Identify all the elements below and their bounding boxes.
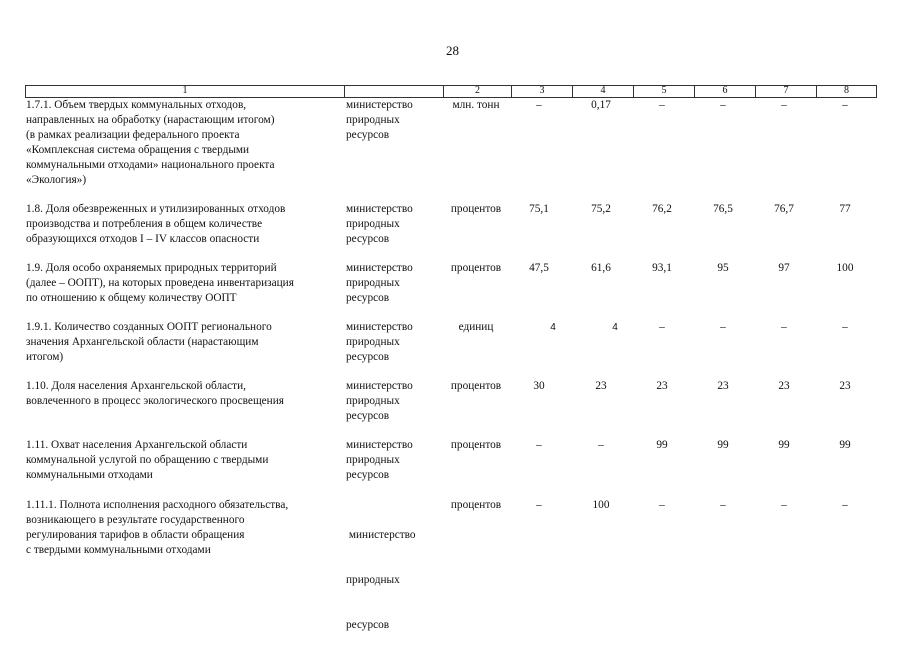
org-cell (346, 261, 441, 306)
header-col-8: 8 (816, 86, 876, 97)
indicator-line: возникающего в результате государственного (26, 514, 245, 526)
header-col-2: 2 (443, 86, 511, 97)
indicator-line: 1.9. Доля особо охраняемых природных территорий (26, 262, 277, 274)
value-cell: 99 (778, 439, 790, 451)
indicator-cell (26, 98, 344, 188)
value-cell: – (598, 439, 604, 451)
value-cell: 77 (839, 203, 851, 215)
org-line: природных (346, 395, 400, 407)
org-line: ресурсов (346, 292, 390, 304)
org-line: ресурсов (346, 129, 390, 141)
value-cell: 75,2 (591, 203, 611, 215)
org-cell (346, 202, 441, 247)
header-col-org (344, 86, 443, 97)
value-cell: 47,5 (529, 262, 549, 274)
org-cell (346, 498, 441, 663)
org-line: ресурсов (346, 469, 390, 481)
unit-cell: процентов (450, 262, 502, 274)
org-line: министерство (346, 439, 413, 451)
value-cell: 23 (839, 380, 851, 392)
org-line: министерство (346, 529, 416, 541)
indicator-line: итогом) (26, 351, 64, 363)
unit-cell: процентов (450, 499, 502, 511)
indicator-line: (в рамках реализации федерального проекта (26, 129, 240, 141)
header-col-6: 6 (694, 86, 755, 97)
indicator-line: 1.7.1. Объем твердых коммунальных отходов, (26, 99, 247, 111)
page-number: 28 (446, 43, 459, 58)
value-cell: 75,1 (529, 203, 549, 215)
value-cell: – (842, 321, 848, 333)
value-cell: 4 (550, 322, 556, 333)
org-line: природных (346, 336, 400, 348)
org-line: министерство (346, 321, 413, 333)
indicator-line: вовлеченного в процесс экологического просвещения (26, 395, 284, 407)
value-cell: 99 (717, 439, 729, 451)
org-line: природных (346, 114, 400, 126)
indicator-cell (26, 438, 344, 483)
org-line: министерство (346, 262, 413, 274)
header-col-3: 3 (511, 86, 572, 97)
org-line: ресурсов (346, 410, 390, 422)
value-cell: – (842, 499, 848, 511)
value-cell: – (720, 499, 726, 511)
org-line: министерство (346, 99, 413, 111)
indicator-line: «Комплексная система обращения с твердыми (26, 144, 250, 156)
org-line: министерство (346, 203, 413, 215)
indicator-line: «Экология») (26, 174, 87, 186)
org-cell (346, 379, 441, 424)
value-cell: – (842, 99, 848, 111)
indicator-cell (26, 498, 344, 558)
org-line: ресурсов (346, 233, 390, 245)
value-cell: 100 (592, 499, 610, 511)
org-line: ресурсов (346, 619, 390, 631)
indicator-cell (26, 320, 344, 365)
org-line: природных (346, 574, 400, 586)
header-col-7: 7 (755, 86, 816, 97)
indicator-line: 1.8. Доля обезвреженных и утилизированных отходов (26, 203, 286, 215)
org-line: ресурсов (346, 351, 390, 363)
indicator-line: по отношению к общему количеству ООПТ (26, 292, 237, 304)
org-line: природных (346, 454, 400, 466)
value-cell: – (720, 99, 726, 111)
indicator-line: направленных на обработку (нарастающим итогом) (26, 114, 275, 126)
value-cell: 76,5 (713, 203, 733, 215)
value-cell: 100 (836, 262, 854, 274)
indicator-cell (26, 202, 344, 247)
value-cell: – (781, 499, 787, 511)
indicator-line: коммунальной услугой по обращению с твердыми (26, 454, 269, 466)
value-cell: 23 (778, 380, 790, 392)
unit-cell: единиц (458, 321, 494, 333)
indicator-line: регулирования тарифов в области обращения (26, 529, 245, 541)
header-col-4: 4 (572, 86, 633, 97)
table-header-row (25, 85, 877, 98)
indicator-line: (далее – ООПТ), на которых проведена инвентаризация (26, 277, 294, 289)
value-cell: 99 (839, 439, 851, 451)
indicator-line: с твердыми коммунальными отходами (26, 544, 211, 556)
unit-cell: процентов (450, 380, 502, 392)
value-cell: 99 (656, 439, 668, 451)
value-cell: 76,7 (774, 203, 794, 215)
org-cell (346, 98, 441, 143)
value-cell: 76,2 (652, 203, 672, 215)
indicator-line: 1.10. Доля населения Архангельской области, (26, 380, 246, 392)
indicator-line: значения Архангельской области (нарастающим (26, 336, 259, 348)
value-cell: 0,17 (591, 99, 611, 111)
unit-cell: млн. тонн (452, 99, 500, 111)
value-cell: – (659, 99, 665, 111)
value-cell: 23 (717, 380, 729, 392)
value-cell: – (536, 99, 542, 111)
value-cell: – (536, 439, 542, 451)
indicator-line: 1.9.1. Количество созданных ООПТ регионального (26, 321, 272, 333)
value-cell: 61,6 (591, 262, 611, 274)
value-cell: – (659, 499, 665, 511)
value-cell: 95 (717, 262, 729, 274)
indicator-line: производства и потребления в общем количестве (26, 218, 263, 230)
indicator-line: 1.11.1. Полнота исполнения расходного обязательства, (26, 499, 289, 511)
value-cell: – (659, 321, 665, 333)
value-cell: 30 (533, 380, 545, 392)
org-line: министерство (346, 380, 413, 392)
indicator-line: коммунальными отходами (26, 469, 153, 481)
indicator-cell (26, 261, 344, 306)
header-col-5: 5 (633, 86, 694, 97)
org-line: природных (346, 277, 400, 289)
org-cell (346, 320, 441, 365)
unit-cell: процентов (450, 203, 502, 215)
value-cell: 4 (612, 322, 618, 333)
value-cell: – (781, 99, 787, 111)
indicators-table (25, 85, 877, 631)
indicator-line: 1.11. Охват населения Архангельской области (26, 439, 248, 451)
value-cell: – (720, 321, 726, 333)
indicator-line: образующихся отходов I – IV классов опасности (26, 233, 260, 245)
value-cell: 23 (595, 380, 607, 392)
indicator-line: коммунальными отходами» национального проекта (26, 159, 275, 171)
value-cell: – (536, 499, 542, 511)
org-line: природных (346, 218, 400, 230)
header-col-1: 1 (182, 85, 188, 96)
org-cell (346, 438, 441, 483)
value-cell: 93,1 (652, 262, 672, 274)
indicator-cell (26, 379, 344, 409)
value-cell: 97 (778, 262, 790, 274)
unit-cell: процентов (450, 439, 502, 451)
value-cell: 23 (656, 380, 668, 392)
value-cell: – (781, 321, 787, 333)
